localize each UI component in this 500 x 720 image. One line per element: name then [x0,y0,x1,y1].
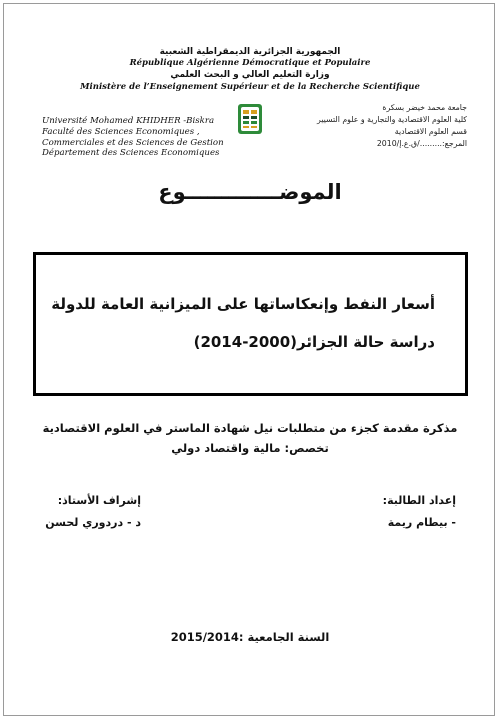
thesis-title-line2: دراسة حالة الجزائر(2000-2014) [193,333,435,351]
supervisor-name: د - دردوري لحسن [45,516,141,529]
student-label: إعداد الطالبة: [382,494,456,507]
department-name-ar: قسم العلوم الاقتصادية [394,127,467,136]
university-info-french [42,116,232,159]
university-name-ar: جامعة محمد خيضر بسكرة [382,103,467,112]
faculty-name-ar: كلية العلوم الاقتصادية والتجارية و علوم التسيير [317,115,467,124]
supervisor-label: إشراف الأستاذ: [57,494,141,507]
faculty-name-fr: Faculté des Sciences Economiques , [42,126,200,137]
subject-heading: الموضـــــــــــــوع [158,180,342,204]
university-info-arabic [267,102,467,150]
reference-number: المرجع:........./ق.ع.إ/2010 [376,139,467,148]
ministry-french: Ministère de l’Enseignement Supérieur et de la Recherche Scientifique [80,82,420,92]
university-name-fr: Université Mohamed KHIDHER -Biskra [42,116,215,126]
faculty-name-fr-cont: Commerciales et des Sciences de Gestion [42,137,224,148]
memo-specialty: تخصص: مالية واقتصاد دولي [171,441,329,455]
department-name-fr: Département des Sciences Economiques [42,148,220,159]
republic-french: République Algérienne Démocratique et Populaire [129,58,371,68]
republic-arabic: الجمهورية الجزائرية الديمقراطية الشعبية [159,47,341,57]
memo-description: مذكرة مقدمة كجزء من متطلبات نيل شهادة الماستر في العلوم الاقتصادية [42,421,458,435]
thesis-title-line1: أسعار النفط وإنعكاساتها على الميزانية العامة للدولة [51,295,435,313]
student-name: - بيطام ريمة [387,516,456,529]
ministry-arabic: وزارة التعليم العالي و البحث العلمي [170,70,330,80]
university-logo-icon [237,103,263,135]
academic-year: السنة الجامعية :2015/2014 [170,630,330,644]
thesis-title-box [33,252,468,396]
